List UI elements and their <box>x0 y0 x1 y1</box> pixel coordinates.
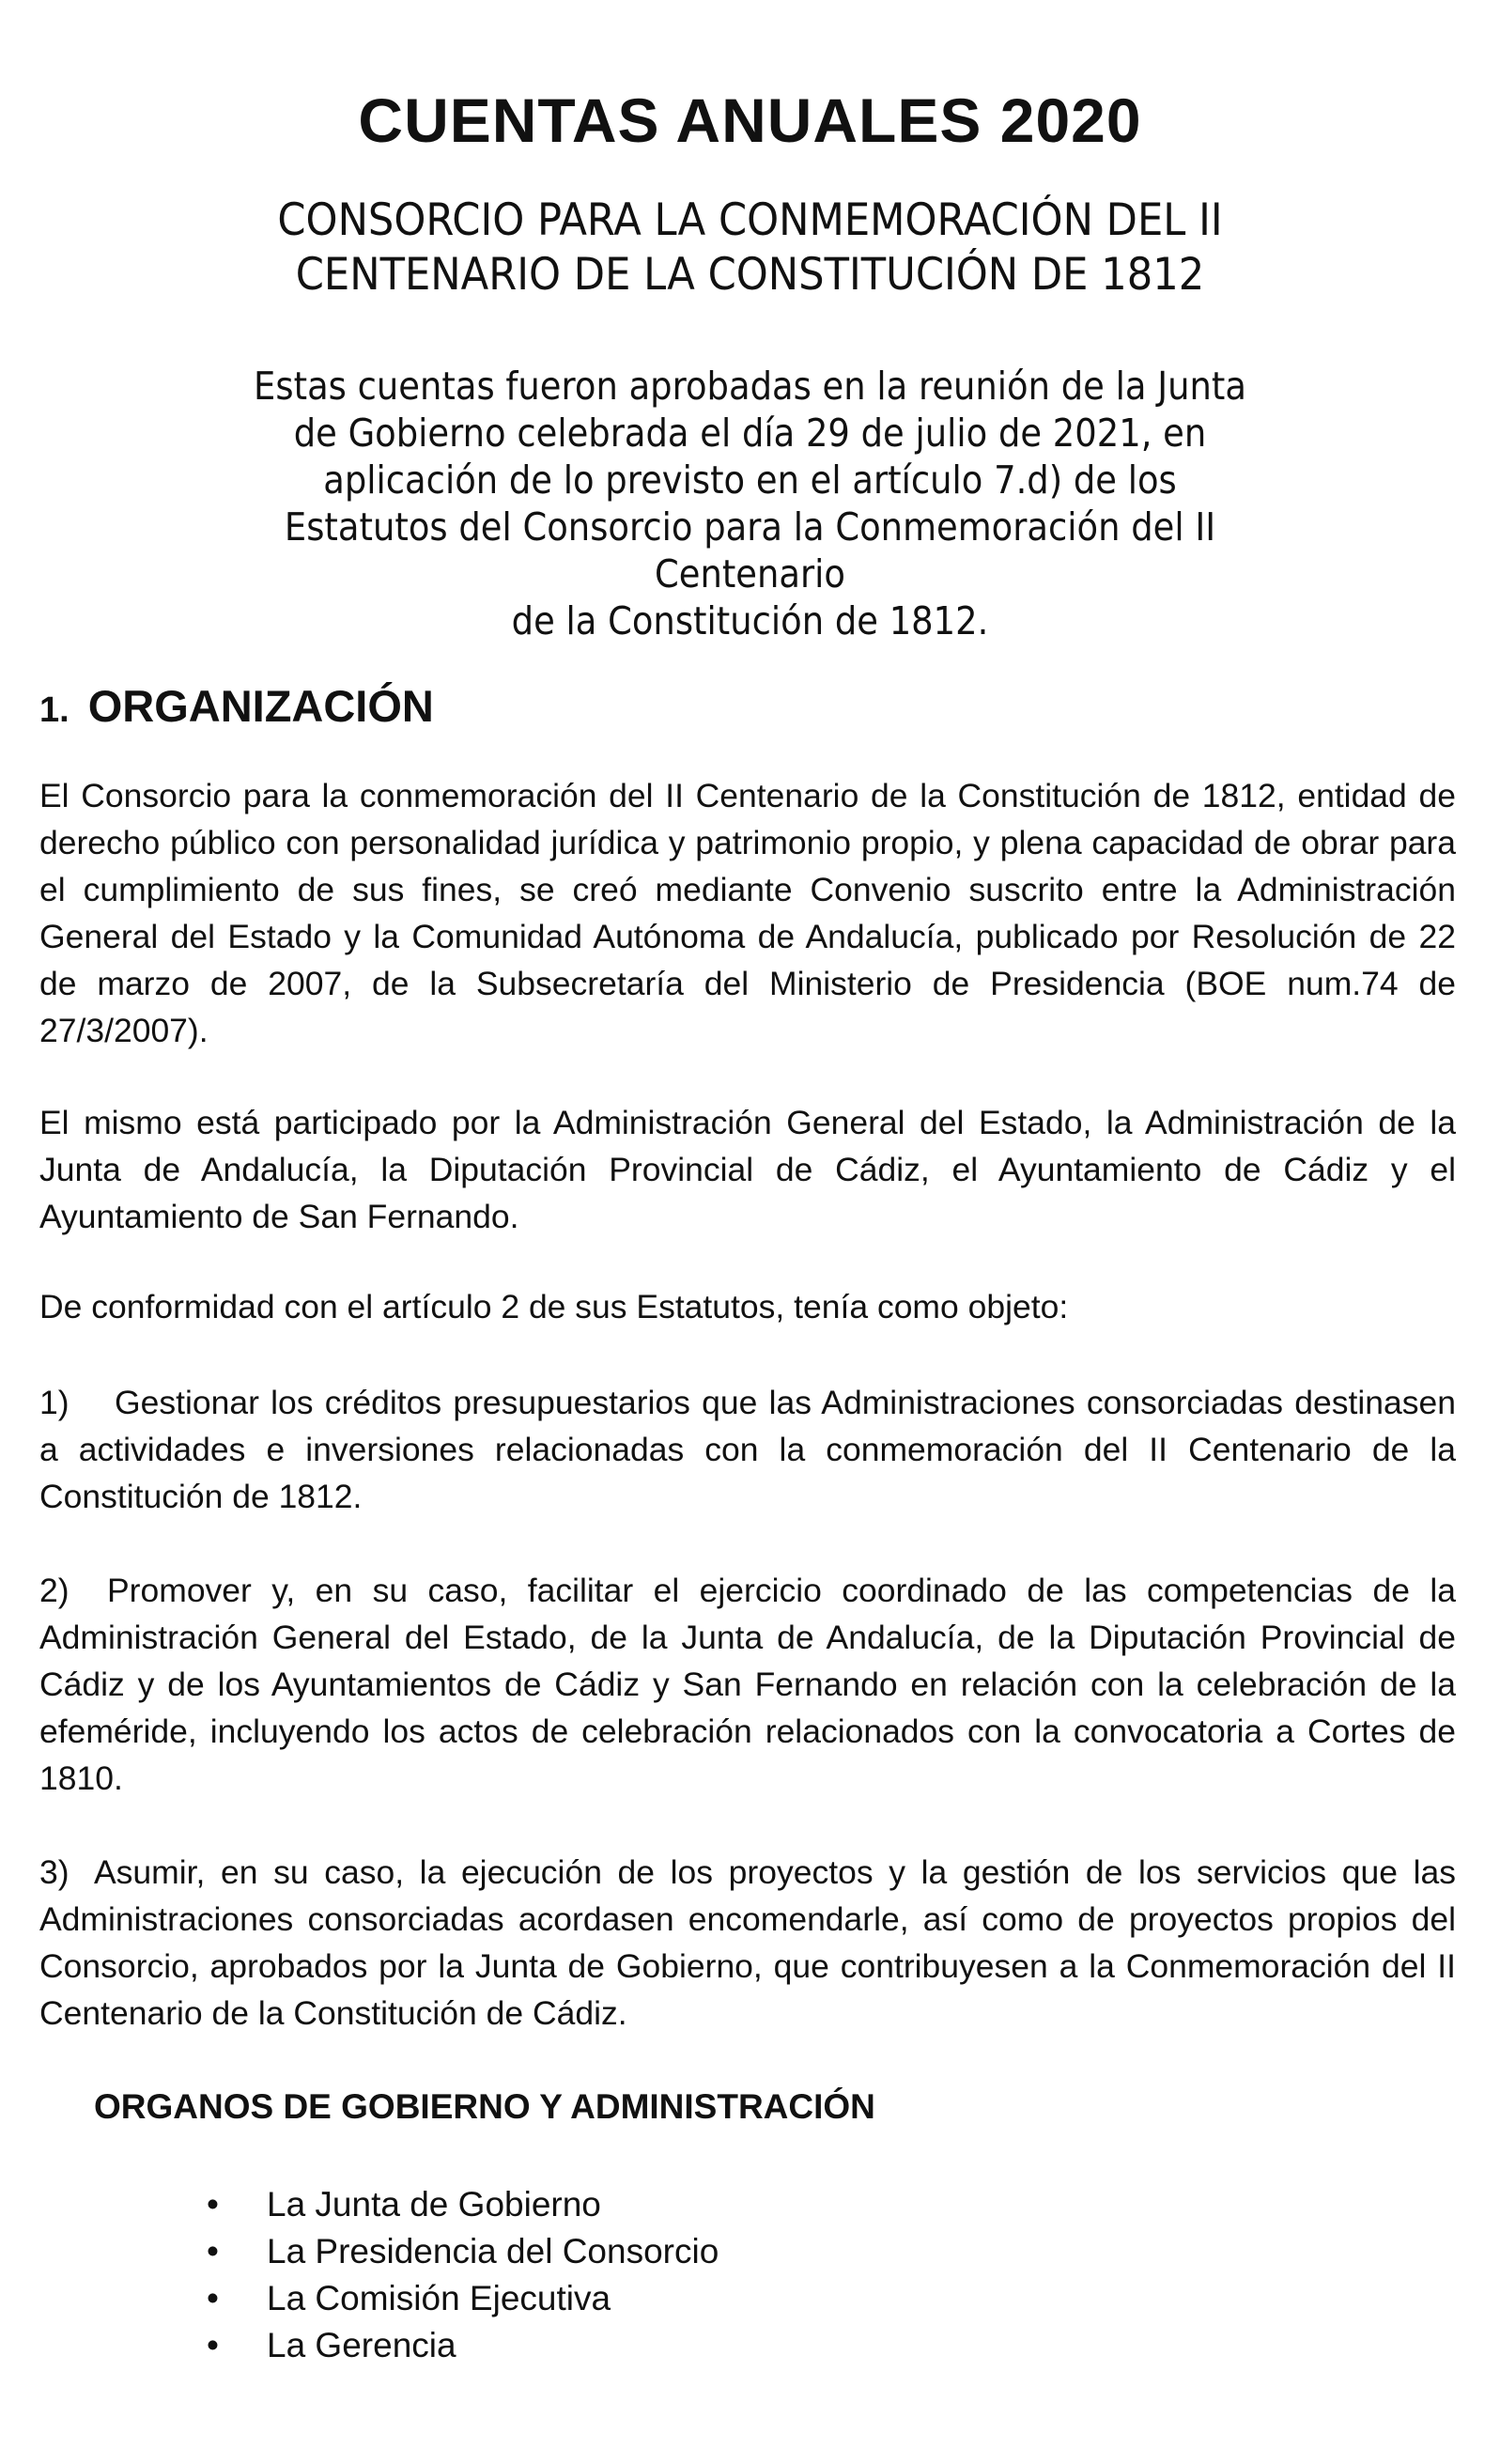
bullet-icon: • <box>207 2232 219 2270</box>
objective-text: Asumir, en su caso, la ejecución de los proyectos y la gestión de los servicios que las Administraciones consorciadas acordasen encomendarle, así como de proyectos propios del Consorcio, aprobados por la Junta de Gobierno, que contribuyesen a la Conmemoración del II Centenario de la Constitución de Cádiz. <box>39 1853 1456 2032</box>
list-item <box>207 2275 719 2322</box>
subtitle-line: CONSORCIO PARA LA CONMEMORACIÓN DEL II <box>277 194 1223 246</box>
organ-label: La Junta de Gobierno <box>267 2185 601 2224</box>
organs-heading: ORGANOS DE GOBIERNO Y ADMINISTRACIÓN <box>94 2087 875 2126</box>
section-heading <box>39 678 434 738</box>
organ-label: La Presidencia del Consorcio <box>267 2232 719 2270</box>
approval-line: aplicación de lo previsto en el artículo 7.d) de los <box>323 457 1177 503</box>
objective-number: 2) <box>39 1572 70 1609</box>
paragraph-creation: El Consorcio para la conmemoración del II Centenario de la Constitución de 1812, entidad de derecho público con personalidad jurídica y patrimonio propio, y plena capacidad de obrar para el cumplimiento de sus fines, se creó mediante Convenio suscrito entre la Administración General del Estado y la Comunidad Autónoma de Andalucía, publicado por Resolución de 22 de marzo de 2007, de la Subsecretaría del Ministerio de Presidencia (BOE num.74 de 27/3/2007). <box>39 777 1456 1049</box>
objective-number: 3) <box>39 1853 70 1891</box>
section-number: 1. <box>39 690 70 730</box>
paragraph-participants: El mismo está participado por la Administración General del Estado, la Administración de la Junta de Andalucía, la Diputación Provincial de Cádiz, el Ayuntamiento de Cádiz y el Ayuntamiento de San Fernando. <box>39 1104 1456 1235</box>
objective-text: Gestionar los créditos presupuestarios que las Administraciones consorciadas destinasen a actividades e inversiones relacionadas con la conmemoración del II Centenario de la Constitución de 1812. <box>39 1384 1456 1515</box>
bullet-icon: • <box>207 2326 219 2364</box>
paragraph-objective-intro: De conformidad con el artículo 2 de sus Estatutos, tenía como objeto: <box>39 1288 1069 1325</box>
objective-item <box>39 1567 1456 1802</box>
objective-number: 1) <box>39 1384 70 1421</box>
section-title: ORGANIZACIÓN <box>87 681 434 731</box>
organs-list <box>207 2181 719 2369</box>
approval-line: Estatutos del Consorcio para la Conmemoración del II Centenario <box>284 504 1216 597</box>
organ-label: La Gerencia <box>267 2326 456 2364</box>
approval-line: de Gobierno celebrada el día 29 de julio de 2021, en <box>293 411 1207 456</box>
objective-item <box>39 1379 1456 1520</box>
organ-label: La Comisión Ejecutiva <box>267 2279 611 2317</box>
bullet-icon: • <box>207 2279 219 2317</box>
list-item <box>207 2228 719 2275</box>
document-subtitle <box>190 194 1310 302</box>
subtitle-line: CENTENARIO DE LA CONSTITUCIÓN DE 1812 <box>295 249 1205 301</box>
approval-line: Estas cuentas fueron aprobadas en la reunión de la Junta <box>254 364 1246 409</box>
bullet-icon: • <box>207 2185 219 2224</box>
list-item <box>207 2181 719 2228</box>
objective-item <box>39 1849 1456 2037</box>
document-title: CUENTAS ANUALES 2020 <box>358 85 1142 155</box>
approval-note <box>202 363 1298 644</box>
approval-line: de la Constitución de 1812. <box>511 598 989 643</box>
list-item <box>207 2322 719 2369</box>
objective-text: Promover y, en su caso, facilitar el ejercicio coordinado de las competencias de la Administración General del Estado, de la Junta de Andalucía, de la Diputación Provincial de Cádiz y de los Ayuntamientos de Cádiz y San Fernando en relación con la celebración de la efeméride, incluyendo los actos de celebración relacionados con la convocatoria a Cortes de 1810. <box>39 1572 1456 1797</box>
